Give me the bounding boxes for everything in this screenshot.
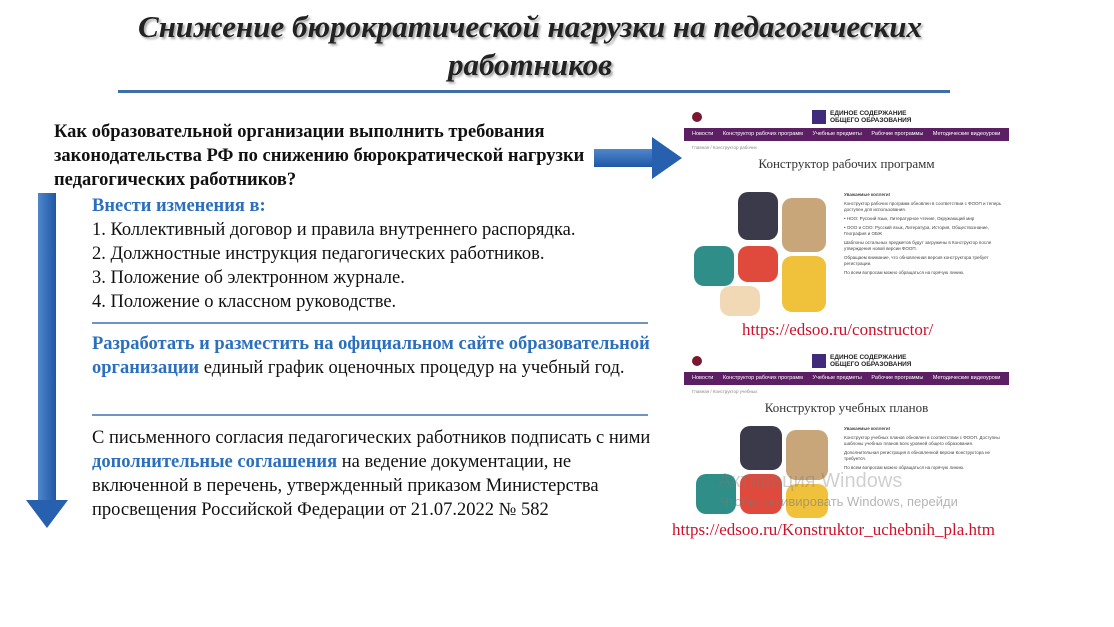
logo-icon bbox=[812, 110, 826, 124]
section-changes-heading: Внести изменения в: bbox=[92, 196, 266, 216]
emblem-icon bbox=[692, 356, 702, 366]
site-brand bbox=[830, 110, 911, 124]
nav-item[interactable]: Учебные предметы bbox=[812, 131, 862, 137]
photo-tile bbox=[782, 198, 826, 252]
nav-item[interactable]: Конструктор рабочих программ bbox=[722, 131, 803, 137]
section-agreements-text-before: С письменного согласия педагогических работников подписать с ними bbox=[92, 428, 651, 448]
section-changes bbox=[92, 194, 652, 314]
list-item: 1. Коллективный договор и правила внутреннего распорядка. bbox=[92, 220, 576, 240]
nav-item[interactable]: Новости bbox=[692, 131, 714, 137]
desc-line: Конструктор рабочих программ обновлен в соответствии с ФООП и теперь доступен для использования. bbox=[844, 201, 1002, 212]
slide-title bbox=[100, 8, 960, 84]
list-item: 2. Должностные инструкция педагогических работников. bbox=[92, 244, 545, 264]
brand-line: ЕДИНОЕ СОДЕРЖАНИЕ bbox=[830, 354, 907, 361]
emblem-icon bbox=[692, 112, 702, 122]
question-text: Как образовательной организации выполнить требования законодательства РФ по снижению бюрократической нагрузки педагогических работников? bbox=[54, 122, 585, 190]
desc-line: Уважаемые коллеги! bbox=[844, 426, 891, 431]
slide-title-line2: работников bbox=[447, 47, 612, 82]
nav-item[interactable]: Методические видеоуроки bbox=[932, 375, 1001, 381]
section-divider bbox=[92, 322, 648, 324]
site-header bbox=[684, 108, 1009, 128]
site-page-title: Конструктор учебных планов bbox=[764, 400, 929, 415]
logo-icon bbox=[812, 354, 826, 368]
section-schedule bbox=[92, 332, 652, 380]
nav-item[interactable]: Рабочие программы bbox=[871, 375, 924, 381]
site-page-title: Конструктор рабочих программ bbox=[758, 156, 935, 171]
right-arrow-head-icon bbox=[652, 137, 682, 179]
site-header bbox=[684, 352, 1009, 372]
section-agreements-highlight: дополнительные соглашения bbox=[92, 452, 338, 472]
section-agreements-text-after: на ведение документации, не включенной в перечень, утвержденный приказом Министерства просвещения Российской Федерации от 21.07.2022 № 582 bbox=[92, 452, 599, 520]
nav-item[interactable]: Учебные предметы bbox=[812, 375, 862, 381]
section-agreements bbox=[92, 426, 652, 522]
brand-line: ОБЩЕГО ОБРАЗОВАНИЯ bbox=[830, 117, 912, 124]
photo-tile bbox=[782, 256, 826, 312]
breadcrumb: Главная / Конструктор учебных bbox=[692, 389, 758, 394]
school-supplies-collage bbox=[690, 188, 830, 318]
brand-line: ОБЩЕГО ОБРАЗОВАНИЯ bbox=[830, 361, 912, 368]
down-arrow-head-icon bbox=[26, 500, 68, 528]
nav-item[interactable]: Методические видеоуроки bbox=[932, 131, 1001, 137]
section-schedule-highlight: Разработать и разместить на официальном сайте образовательной организации bbox=[92, 334, 650, 378]
constructor-url-link[interactable]: https://edsoo.ru/constructor/ bbox=[742, 320, 934, 339]
desc-line: • ООО и СОО: Русский язык, Литература, История, Обществознание, География и ОБЖ bbox=[844, 225, 989, 236]
windows-activation-note: Чтобы активировать Windows, перейди bbox=[720, 494, 958, 509]
site-nav bbox=[684, 372, 1009, 385]
nav-item[interactable]: Конструктор рабочих программ bbox=[722, 375, 803, 381]
desc-line: Уважаемые коллеги! bbox=[844, 192, 891, 197]
site-description bbox=[844, 426, 1002, 474]
photo-tile bbox=[738, 192, 778, 240]
nav-item[interactable]: Новости bbox=[692, 375, 714, 381]
down-arrow-icon bbox=[38, 193, 56, 503]
plans-url-link[interactable]: https://edsoo.ru/Konstruktor_uchebnih_pla.htm bbox=[672, 520, 995, 539]
desc-line: Конструктор учебных планов обновлен в соответствии с ФООП. Доступны шаблоны учебных планов всех уровней общего образования. bbox=[844, 435, 1000, 446]
desc-line: Обращаем внимание, что обновленная версия конструктора требует регистрации. bbox=[844, 255, 989, 266]
photo-tile bbox=[738, 246, 778, 282]
desc-line: Шаблоны остальных предметов будут загружены в Конструктор после утверждения новой версии ФООП. bbox=[844, 240, 992, 251]
desc-line: Дополнительная регистрация в обновленной версии Конструктора не требуется. bbox=[844, 450, 990, 461]
slide-title-line1: Снижение бюрократической нагрузки на педагогических bbox=[138, 9, 922, 44]
windows-activation-title: Активация Windows bbox=[718, 470, 903, 492]
site-nav bbox=[684, 128, 1009, 141]
brand-line: ЕДИНОЕ СОДЕРЖАНИЕ bbox=[830, 110, 907, 117]
photo-tile bbox=[720, 286, 760, 316]
site-description bbox=[844, 192, 1002, 279]
list-item: 3. Положение об электронном журнале. bbox=[92, 268, 405, 288]
list-item: 4. Положение о классном руководстве. bbox=[92, 292, 397, 312]
section-divider bbox=[92, 414, 648, 416]
site-brand bbox=[830, 354, 911, 368]
desc-line: По всем вопросам можно обращаться на горячую линию. bbox=[844, 270, 965, 275]
nav-item[interactable]: Рабочие программы bbox=[871, 131, 924, 137]
title-underline bbox=[118, 90, 950, 93]
photo-tile bbox=[740, 426, 782, 470]
breadcrumb: Главная / Конструктор рабочих bbox=[692, 145, 757, 150]
section-schedule-text: единый график оценочных процедур на учебный год. bbox=[199, 358, 625, 378]
desc-line: • НОО: Русский язык, Литературное чтение, Окружающий мир bbox=[844, 216, 975, 221]
photo-tile bbox=[694, 246, 734, 286]
desc-line: По всем вопросам можно обращаться на горячую линию. bbox=[844, 465, 965, 470]
site-screenshot-constructor bbox=[684, 108, 1009, 348]
